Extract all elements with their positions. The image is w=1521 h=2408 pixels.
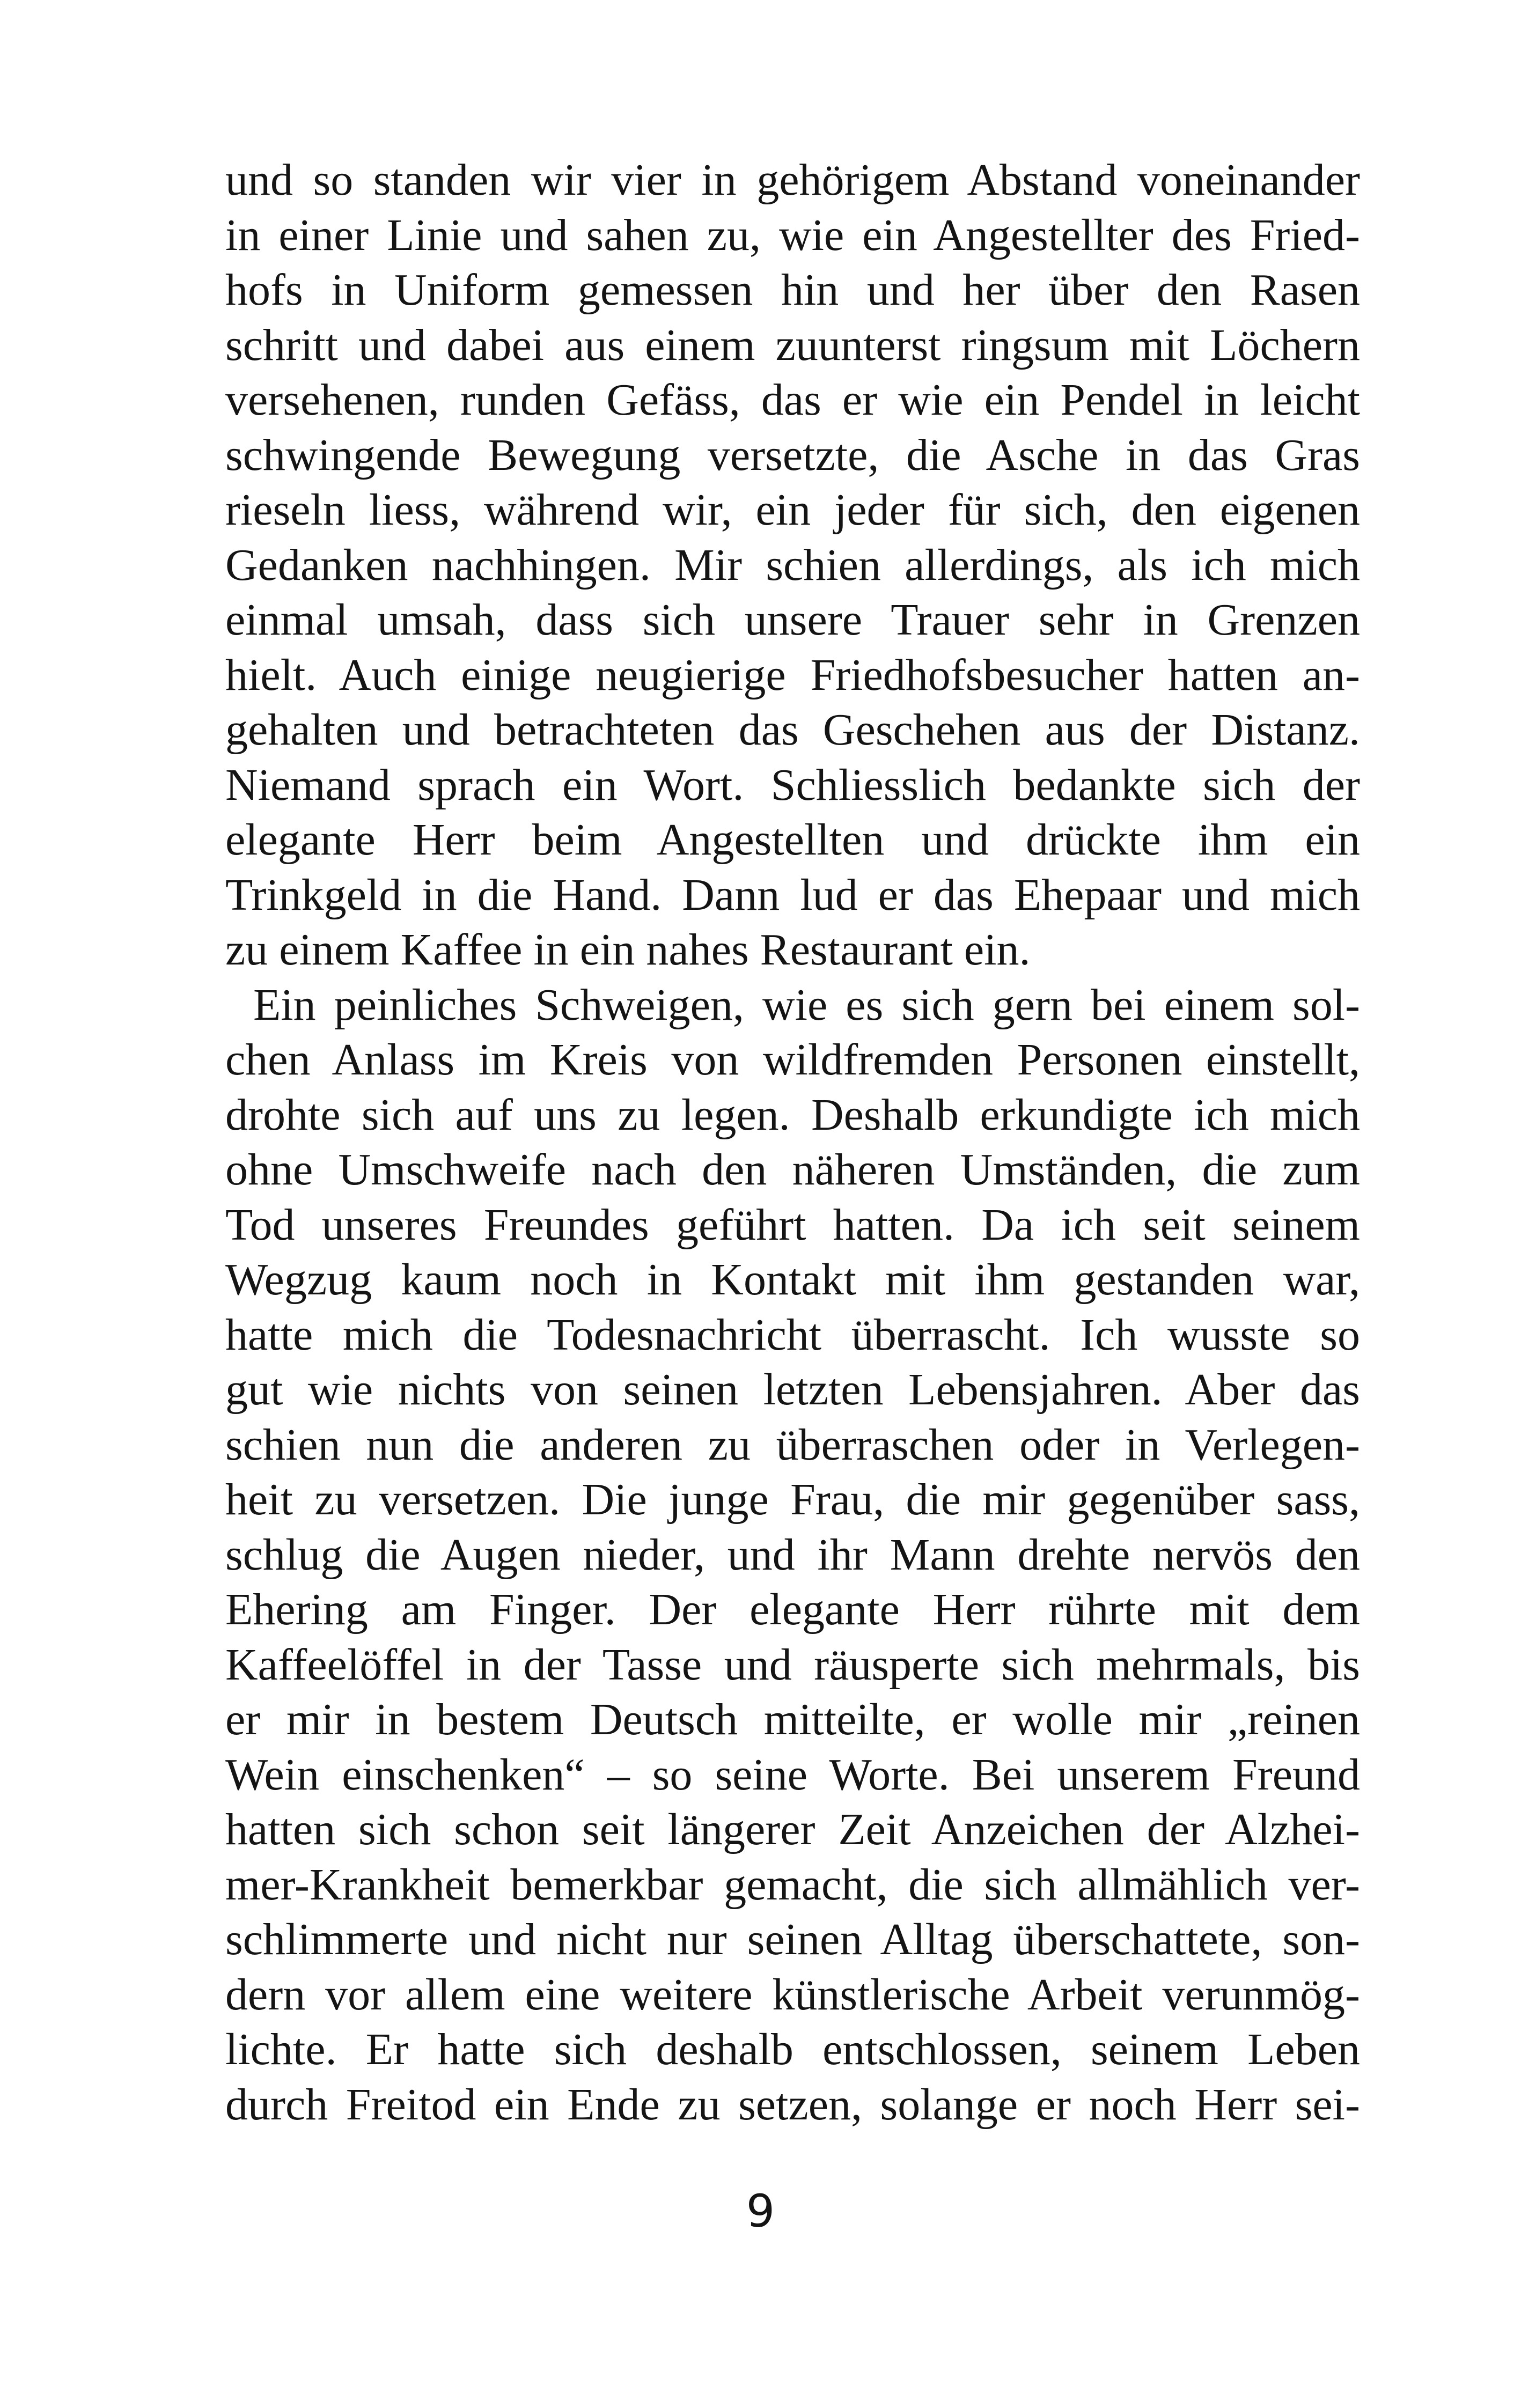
text-line: in einer Linie und sahen zu, wie ein Angestellter des Fried-	[225, 210, 1360, 260]
text-line: Niemand sprach ein Wort. Schliesslich bedankte sich der	[225, 760, 1360, 810]
text-line: Ein peinliches Schweigen, wie es sich gern bei einem sol-	[253, 980, 1360, 1030]
text-line: schritt und dabei aus einem zuunterst ringsum mit Löchern	[225, 320, 1360, 370]
text-line: chen Anlass im Kreis von wildfremden Personen einstellt,	[225, 1035, 1360, 1085]
text-line: schien nun die anderen zu überraschen oder in Verlegen-	[225, 1419, 1360, 1470]
text-line: Trinkgeld in die Hand. Dann lud er das Ehepaar und mich	[225, 870, 1360, 920]
text-line: mer-Krankheit bemerkbar gemacht, die sich allmählich ver-	[225, 1859, 1360, 1910]
text-line: elegante Herr beim Angestellten und drückte ihm ein	[225, 815, 1360, 865]
text-line: hatten sich schon seit längerer Zeit Anzeichen der Alzhei-	[225, 1805, 1360, 1854]
text-line: Gedanken nachhingen. Mir schien allerdings, als ich mich	[225, 540, 1360, 590]
text-line: hielt. Auch einige neugierige Friedhofsbesucher hatten an-	[225, 650, 1360, 700]
text-line: Tod unseres Freundes geführt hatten. Da ich seit seinem	[225, 1199, 1360, 1250]
page-number: 9	[746, 2185, 775, 2237]
text-line: schwingende Bewegung versetzte, die Asche in das Gras	[225, 430, 1360, 480]
text-line: einmal umsah, dass sich unsere Trauer sehr in Grenzen	[225, 595, 1360, 645]
text-line: zu einem Kaffee in ein nahes Restaurant ein.	[225, 925, 1031, 975]
text-line: Ehering am Finger. Der elegante Herr rührte mit dem	[225, 1585, 1360, 1634]
text-line: schlug die Augen nieder, und ihr Mann drehte nervös den	[225, 1529, 1360, 1580]
text-line: versehenen, runden Gefäss, das er wie ein Pendel in leicht	[225, 375, 1360, 425]
text-line: und so standen wir vier in gehörigem Abstand voneinander	[225, 155, 1360, 205]
text-line: heit zu versetzen. Die junge Frau, die mir gegenüber sass,	[225, 1475, 1360, 1525]
text-line: schlimmerte und nicht nur seinen Alltag überschattete, son-	[225, 1914, 1360, 1964]
text-line: ohne Umschweife nach den näheren Umständen, die zum	[225, 1145, 1360, 1195]
text-line: Wein einschenken“ – so seine Worte. Bei unserem Freund	[225, 1749, 1360, 1800]
text-line: Kaffeelöffel in der Tasse und räusperte sich mehrmals, bis	[225, 1639, 1360, 1690]
text-line: Wegzug kaum noch in Kontakt mit ihm gestanden war,	[225, 1255, 1360, 1305]
text-line: hatte mich die Todesnachricht überrascht. Ich wusste so	[225, 1309, 1360, 1360]
text-line: durch Freitod ein Ende zu setzen, solange er noch Herr sei-	[225, 2079, 1360, 2130]
text-line: er mir in bestem Deutsch mitteilte, er wolle mir „reinen	[225, 1695, 1360, 1744]
body-text	[225, 153, 1360, 2132]
text-line: gehalten und betrachteten das Geschehen aus der Distanz.	[225, 705, 1360, 755]
text-line: gut wie nichts von seinen letzten Lebensjahren. Aber das	[225, 1365, 1360, 1415]
text-line: rieseln liess, während wir, ein jeder für sich, den eigenen	[225, 485, 1360, 535]
text-line: lichte. Er hatte sich deshalb entschlossen, seinem Leben	[225, 2024, 1360, 2074]
text-line: dern vor allem eine weitere künstlerische Arbeit verunmög-	[225, 1969, 1360, 2020]
text-line: hofs in Uniform gemessen hin und her über den Rasen	[225, 265, 1360, 315]
text-line: drohte sich auf uns zu legen. Deshalb erkundigte ich mich	[225, 1089, 1360, 1140]
